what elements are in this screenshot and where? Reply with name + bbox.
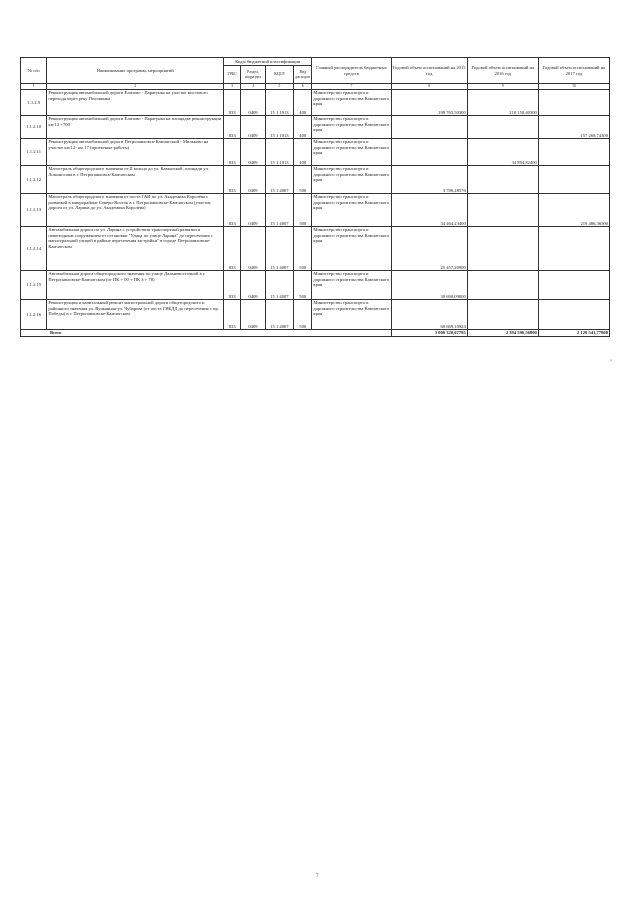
amount-2015: 25 457,20900	[391, 227, 467, 271]
header-name: Наименование программ, мероприятий	[47, 58, 224, 84]
header-csr: КЦСР	[265, 66, 293, 84]
table-row	[21, 227, 610, 271]
total-y2016: 2 394 596,56800	[467, 330, 538, 337]
row-number: 1.1.2.16	[21, 300, 47, 330]
header-vr: Вид расходов	[294, 66, 312, 84]
amount-2017	[538, 139, 609, 166]
budget-manager: Министерство транспорта и дорожного строительства Камчатского края	[312, 116, 391, 139]
table-row	[21, 194, 610, 227]
header-manager: Главный распорядитель бюджетных средств	[312, 58, 391, 84]
column-number: 5	[265, 84, 293, 90]
column-number: 8	[391, 84, 467, 90]
project-name: Реконструкция автомобильной дороги Петропавловск-Камчатский - Мильково на участке км 12- км 17 (проектные работы)	[47, 139, 224, 166]
amount-2016: 210 150,40300	[467, 90, 538, 116]
row-number: 1.1.2.10	[21, 116, 47, 139]
amount-2015	[391, 116, 467, 139]
budget-table	[20, 57, 610, 337]
row-number: 1.1.2.12	[21, 166, 47, 194]
vr-code: 500	[294, 227, 312, 271]
table-row	[21, 166, 610, 194]
amount-2016	[467, 271, 538, 300]
grbs-code: 833	[224, 90, 241, 116]
budget-manager: Министерство транспорта и дорожного строительства Камчатского края	[312, 166, 391, 194]
grbs-code: 833	[224, 300, 241, 330]
grbs-code: 833	[224, 194, 241, 227]
amount-2017	[538, 90, 609, 116]
csr-code: 15 1 4007	[265, 227, 293, 271]
csr-code: 15 1 4007	[265, 166, 293, 194]
column-number: 7	[312, 84, 391, 90]
csr-code: 15 1 4007	[265, 194, 293, 227]
razdel-code: 0409	[241, 227, 265, 271]
header-row-1	[21, 58, 610, 66]
grbs-code: 833	[224, 139, 241, 166]
amount-2016	[467, 300, 538, 330]
header-budget-codes: Коды бюджетной классификации	[224, 58, 312, 66]
footer-mark: »	[610, 357, 612, 362]
amount-2015: 198 765,50300	[391, 90, 467, 116]
amount-2016	[467, 227, 538, 271]
row-number: 1.1.2.15	[21, 271, 47, 300]
csr-code: 15 1 1013	[265, 116, 293, 139]
table-row	[21, 300, 610, 330]
razdel-code: 0409	[241, 116, 265, 139]
razdel-code: 0409	[241, 139, 265, 166]
budget-manager: Министерство транспорта и дорожного строительства Камчатского края	[312, 300, 391, 330]
amount-2016	[467, 116, 538, 139]
csr-code: 15 1 1013	[265, 90, 293, 116]
razdel-code: 0409	[241, 271, 265, 300]
vr-code: 500	[294, 271, 312, 300]
amount-2015: 68 669,10924	[391, 300, 467, 330]
table-row	[21, 271, 610, 300]
razdel-code: 0409	[241, 300, 265, 330]
csr-code: 15 1 1013	[265, 139, 293, 166]
amount-2015	[391, 139, 467, 166]
header-2017: Годовой объем ассигнований на 2017 год	[538, 58, 609, 84]
csr-code: 15 1 4007	[265, 300, 293, 330]
amount-2017	[538, 300, 609, 330]
amount-2017: 219 486,36500	[538, 194, 609, 227]
budget-manager: Министерство транспорта и дорожного строительства Камчатского края	[312, 194, 391, 227]
amount-2017	[538, 271, 609, 300]
column-number: 1	[21, 84, 47, 90]
table-row	[21, 116, 610, 139]
column-number: 6	[294, 84, 312, 90]
header-2015: Годовой объем ассигнований на 2015 год	[391, 58, 467, 84]
row-number: 1.1.2.11	[21, 139, 47, 166]
razdel-code: 0409	[241, 166, 265, 194]
table-row	[21, 139, 610, 166]
amount-2017	[538, 166, 609, 194]
total-label: Всего	[21, 330, 392, 337]
project-name: Автомобильная дорога общегородского значения по улице Дальневосточной в г. Петропавловске-Камчатском (от ПК + 00 + ПК 3 + 78)	[47, 271, 224, 300]
row-number: 1.1.2.9	[21, 90, 47, 116]
grbs-code: 833	[224, 227, 241, 271]
project-name: Магистраль общегородского значения от II кольца до ул. Кавказской, площади ул. Ломоносова в г. Петропавловск-Камчатском	[47, 166, 224, 194]
total-y2017: 2 129 541,77800	[538, 330, 609, 337]
row-number: 1.1.2.14	[21, 227, 47, 271]
total-row	[21, 330, 610, 337]
column-number: 3	[224, 84, 241, 90]
project-name: Магистраль общегородского значения от поста ГАИ по ул. Академика Королёва с развязкой в микрорайоне Северо-Восток в г. Петропавловске-Камчатском (участок дороги от ул. Ларина до ул. Академика Королёва)	[47, 194, 224, 227]
vr-code: 500	[294, 300, 312, 330]
budget-manager: Министерство транспорта и дорожного строительства Камчатского края	[312, 271, 391, 300]
amount-2017	[538, 227, 609, 271]
project-name: Реконструкция и капитальный ремонт магистральной дороги общегородского и районного значения ул. Вулканная-ул. Чубарова (от поста ГИБДД до пересечения с пр. Победы) в г. Петропавловске-Камчатском	[47, 300, 224, 330]
header-grbs: ГРБС	[224, 66, 241, 84]
header-num: № п/п	[21, 58, 47, 84]
vr-code: 500	[294, 166, 312, 194]
budget-manager: Министерство транспорта и дорожного строительства Камчатского края	[312, 227, 391, 271]
vr-code: 400	[294, 90, 312, 116]
header-2016: Годовой объем ассигнований на 2016 год	[467, 58, 538, 84]
project-name: Реконструкция автомобильной дороги Елизово - Паратунка на участке мостового перехода через реку Половинка	[47, 90, 224, 116]
amount-2015: 30 690,09000	[391, 271, 467, 300]
total-y2015: 3 006 320,67795	[391, 330, 467, 337]
header-razdel: Раздел, подраздел	[241, 66, 265, 84]
vr-code: 400	[294, 139, 312, 166]
amount-2015: 3 780,28576	[391, 166, 467, 194]
grbs-code: 833	[224, 166, 241, 194]
csr-code: 15 1 4007	[265, 271, 293, 300]
column-number: 4	[241, 84, 265, 90]
razdel-code: 0409	[241, 90, 265, 116]
razdel-code: 0409	[241, 194, 265, 227]
page-number: 7	[316, 874, 319, 879]
row-number: 1.1.2.13	[21, 194, 47, 227]
grbs-code: 833	[224, 271, 241, 300]
amount-2015: 34 464,23400	[391, 194, 467, 227]
project-name: Автомобильная дорога по ул. Ларина с устройством транспортной развязки и пешеходным сооружением от остановки "Улица по улице Ларина" до пересечения с магистральной улицей в районе пересечения застройки" в городе Петропавловске-Камчатском	[47, 227, 224, 271]
amount-2016	[467, 166, 538, 194]
column-number: 9	[467, 84, 538, 90]
budget-manager: Министерство транспорта и дорожного строительства Камчатского края	[312, 90, 391, 116]
amount-2017: 157 268,74300	[538, 116, 609, 139]
amount-2016	[467, 194, 538, 227]
project-name: Реконструкция автомобильной дороги Елизово - Паратунка на площадке реконструкции км 12 +700	[47, 116, 224, 139]
column-number: 2	[47, 84, 224, 90]
vr-code: 400	[294, 116, 312, 139]
amount-2016: 34 894,82400	[467, 139, 538, 166]
column-number: 10	[538, 84, 609, 90]
table-row	[21, 90, 610, 116]
vr-code: 500	[294, 194, 312, 227]
budget-manager: Министерство транспорта и дорожного строительства Камчатского края	[312, 139, 391, 166]
grbs-code: 833	[224, 116, 241, 139]
